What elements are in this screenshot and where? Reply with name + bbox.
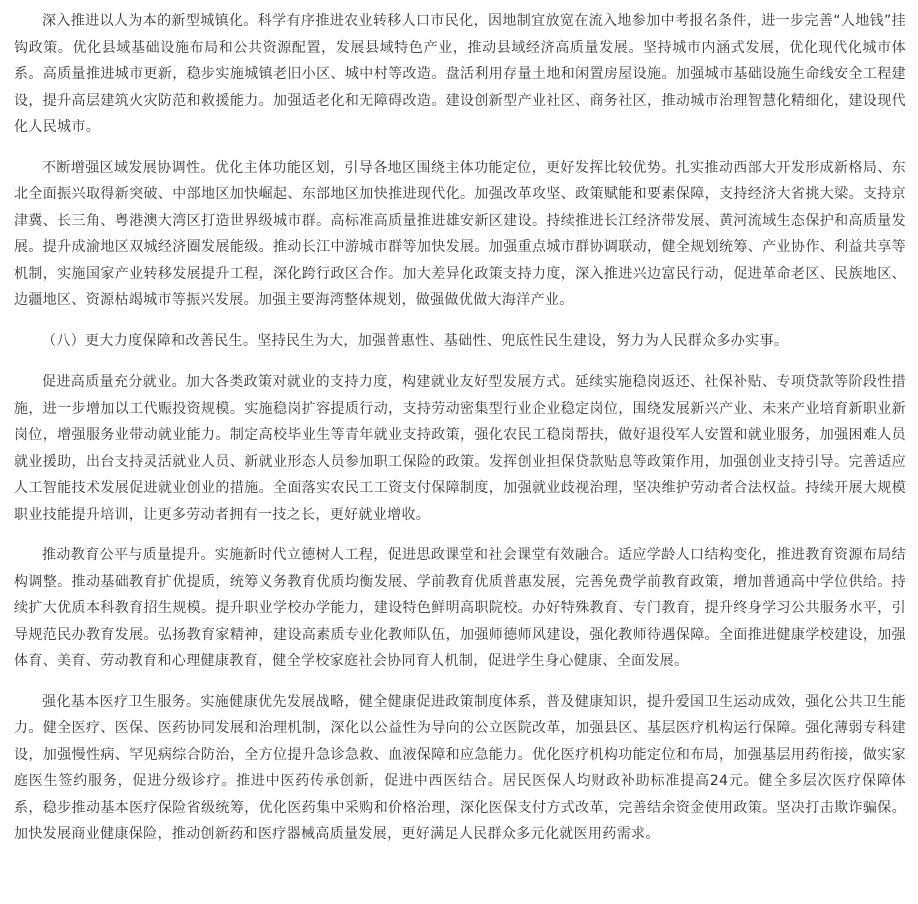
section-heading-livelihood: （八）更大力度保障和改善民生。坚持民生为大，加强普惠性、基础性、兜底性民生建设，努力为人民群众多办实事。	[42, 332, 789, 349]
paragraph-healthcare: 强化基本医疗卫生服务。实施健康优先发展战略，健全健康促进政策制度体系，普及健康知识，提升爱国卫生运动成效，强化公共卫生能力。健全医疗、医保、医药协同发展和治理机制，深化以公益性为导向的公立医院改革，加强县区、基层医疗机构运行保障。强化薄弱专科建设，加强慢性病、罕见病综合防治，全方位提升急诊急救、血液保障和应急能力。优化医疗机构功能定位和布局，加强基层用药衔接，做实家庭医生签约服务，促进分级诊疗。推进中医药传承创新，促进中西医结合。居民医保人均财政补助标准提高24元。健全多层次医疗保障体系，稳步推动基本医疗保险省级统筹，优化医药集中采购和价格治理，深化医保支付方式改革，完善结余资金使用政策。坚决打击欺诈骗保。加快发展商业健康保险，推动创新药和医疗器械高质量发展，更好满足人民群众多元化就医用药需求。	[14, 693, 906, 842]
paragraph-regional-development: 不断增强区域发展协调性。优化主体功能区划，引导各地区围绕主体功能定位，更好发挥比较优势。扎实推动西部大开发形成新格局、东北全面振兴取得新突破、中部地区加快崛起、东部地区加快推进现代化。加强改革攻坚、政策赋能和要素保障，支持经济大省挑大梁。支持京津冀、长三角、粤港澳大湾区打造世界级城市群。高标准高质量推进雄安新区建设。持续推进长江经济带发展、黄河流域生态保护和高质量发展。提升成渝地区双城经济圈发展能级。推动长江中游城市群等加快发展。加强重点城市群协调联动，健全规划统筹、产业协作、利益共享等机制，实施国家产业转移发展提升工程，深化跨行政区合作。加大差异化政策支持力度，深入推进兴边富民行动，促进革命老区、民族地区、边疆地区、资源枯竭城市等振兴发展。加强主要海湾整体规划，做强做优做大海洋产业。	[14, 159, 906, 308]
paragraph-education: 推动教育公平与质量提升。实施新时代立德树人工程，促进思政课堂和社会课堂有效融合。适应学龄人口结构变化，推进教育资源布局结构调整。推动基础教育扩优提质，统筹义务教育优质均衡发展、学前教育优质普惠发展，完善免费学前教育政策，增加普通高中学位供给。持续扩大优质本科教育招生规模。提升职业学校办学能力，建设特色鲜明高职院校。办好特殊教育、专门教育，提升终身学习公共服务水平，引导规范民办教育发展。弘扬教育家精神，建设高素质专业化教师队伍，加强师德师风建设，强化教师待遇保障。全面推进健康学校建设，加强体育、美育、劳动教育和心理健康教育，健全学校家庭社会协同育人机制，促进学生身心健康、全面发展。	[14, 547, 906, 669]
paragraph-urbanization: 深入推进以人为本的新型城镇化。科学有序推进农业转移人口市民化，因地制宜放宽在流入地参加中考报名条件，进一步完善“人地钱”挂钩政策。优化县域基础设施布局和公共资源配置，发展县域特色产业，推动县域经济高质量发展。坚持城市内涵式发展，优化现代化城市体系。高质量推进城市更新，稳步实施城镇老旧小区、城中村等改造。盘活利用存量土地和闲置房屋设施。加强城市基础设施生命线安全工程建设，提升高层建筑火灾防范和救援能力。加强适老化和无障碍改造。建设创新型产业社区、商务社区，推动城市治理智慧化精细化，建设现代化人民城市。	[14, 13, 906, 135]
paragraph-employment: 促进高质量充分就业。加大各类政策对就业的支持力度，构建就业友好型发展方式。延续实施稳岗返还、社保补贴、专项贷款等阶段性措施，进一步增加以工代赈投资规模。实施稳岗扩容提质行动，支持劳动密集型行业企业稳定岗位，围绕发展新兴产业、未来产业培育新职业新岗位，增强服务业带动就业能力。制定高校毕业生等青年就业支持政策，强化农民工稳岗帮扶，做好退役军人安置和就业服务，加强困难人员就业援助，出台支持灵活就业人员、新就业形态人员参加职工保险的政策。发挥创业担保贷款贴息等政策作用，加强创业支持引导。完善适应人工智能技术发展促进就业创业的措施。全面落实农民工工资支付保障制度，加强就业歧视治理，坚决维护劳动者合法权益。持续开展大规模职业技能提升培训，让更多劳动者拥有一技之长，更好就业增收。	[14, 374, 906, 523]
